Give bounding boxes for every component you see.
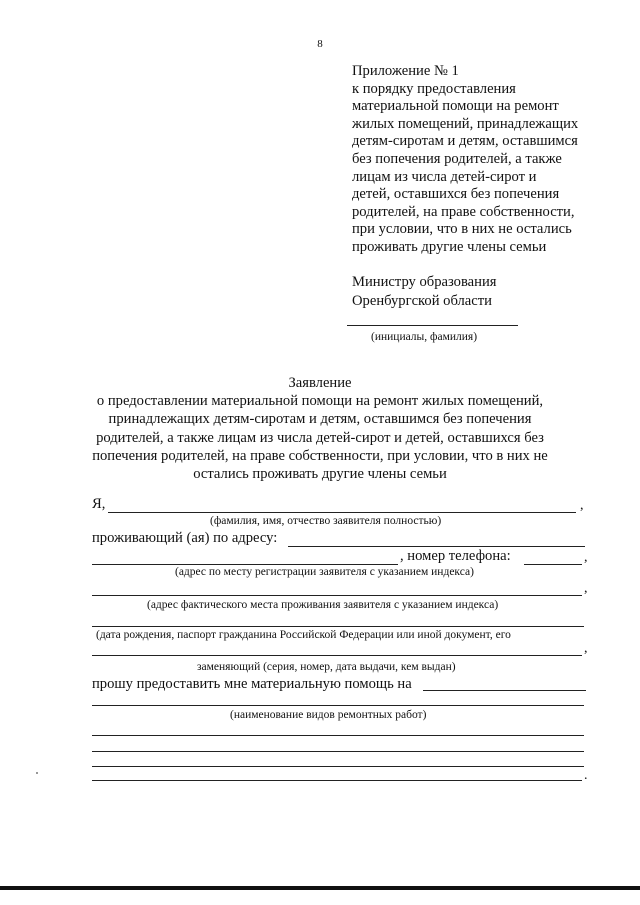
statement-heading: Заявление	[288, 375, 352, 391]
repair-works-line[interactable]	[92, 735, 584, 736]
recipient-line: Министру образования	[352, 274, 497, 290]
comma-mark: ,	[584, 581, 588, 596]
comma-mark: ,	[584, 550, 588, 565]
phone-label: , номер телефона:	[400, 548, 511, 564]
appendix-line: детей, оставшихся без попечения	[352, 186, 560, 203]
repair-works-line[interactable]	[92, 751, 584, 752]
comma-mark: ,	[584, 641, 588, 656]
repair-works-field[interactable]	[92, 705, 584, 706]
statement-subtitle-line: принадлежащих детям-сиротам и детям, оставшимся без попечения	[108, 411, 532, 428]
recipient-line: Оренбургской области	[352, 292, 492, 309]
appendix-line: при условии, что в них не остались	[352, 221, 572, 238]
registration-address-field-cont[interactable]	[92, 564, 398, 565]
appendix-line: материальной помощи на ремонт	[352, 98, 559, 115]
document-hint: (дата рождения, паспорт гражданина Российской Федерации или иной документ, его	[96, 629, 511, 641]
comma-mark: ,	[580, 498, 584, 513]
statement-subtitle-line: о предоставлении материальной помощи на ремонт жилых помещений,	[96, 393, 544, 410]
repair-works-line[interactable]	[92, 780, 582, 781]
recipient-block	[352, 273, 496, 310]
signature-hint: (инициалы, фамилия)	[371, 331, 478, 343]
appendix-line: без попечения родителей, а также	[352, 150, 562, 167]
appendix-block	[352, 63, 578, 257]
registration-address-hint: (адрес по месту регистрации заявителя с указанием индекса)	[175, 566, 474, 578]
document-hint-cont: заменяющий (серия, номер, дата выдачи, кем выдан)	[197, 661, 456, 673]
statement-subtitle-line: родителей, а также лицам из числа детей-сирот и детей, оставшихся без	[96, 429, 544, 446]
ya-label: Я,	[92, 496, 106, 512]
statement-subtitle-line: остались проживать другие члены семьи	[193, 466, 447, 483]
appendix-line: к порядку предоставления	[352, 80, 516, 97]
appendix-line: родителей, на праве собственности,	[352, 203, 575, 220]
full-name-hint: (фамилия, имя, отчество заявителя полностью)	[210, 515, 442, 527]
scan-speck	[36, 772, 38, 774]
phone-field[interactable]	[524, 564, 582, 565]
assistance-purpose-field[interactable]	[423, 690, 586, 691]
full-name-field[interactable]	[108, 512, 576, 513]
signature-line[interactable]	[347, 325, 518, 326]
request-label: прошу предоставить мне материальную помощь на	[92, 676, 412, 692]
repair-works-line[interactable]	[92, 766, 584, 767]
actual-address-hint: (адрес фактического места проживания заявителя с указанием индекса)	[147, 599, 499, 611]
appendix-line: проживать другие члены семьи	[352, 238, 547, 255]
scan-edge-bar	[0, 886, 640, 890]
appendix-line: лицам из числа детей-сирот и	[352, 168, 537, 185]
document-field[interactable]	[92, 626, 584, 627]
page-number: 8	[317, 38, 323, 50]
appendix-line: детям-сиротам и детям, оставшимся	[352, 133, 578, 150]
actual-address-field[interactable]	[92, 595, 582, 596]
appendix-line: жилых помещений, принадлежащих	[352, 115, 579, 132]
period-mark: .	[584, 768, 588, 783]
repair-works-hint: (наименование видов ремонтных работ)	[230, 709, 427, 721]
appendix-line: Приложение № 1	[352, 63, 459, 79]
statement-title	[0, 374, 640, 483]
registration-address-field[interactable]	[288, 546, 585, 547]
address-label: проживающий (ая) по адресу:	[92, 530, 278, 546]
statement-subtitle-line: попечения родителей, на праве собственности, при условии, что в них не	[92, 447, 548, 464]
document-field-cont[interactable]	[92, 655, 582, 656]
